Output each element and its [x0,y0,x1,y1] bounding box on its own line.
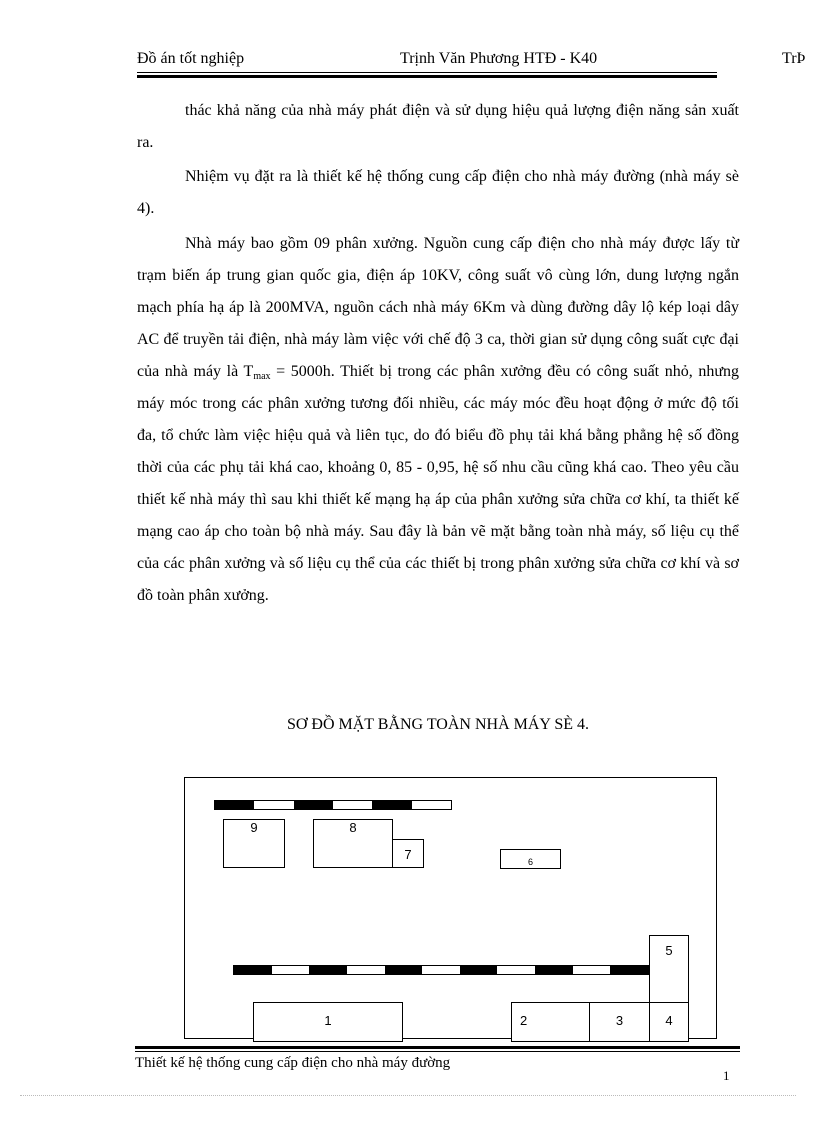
paragraph-3 [137,228,739,612]
diagram-title: SƠ ĐỒ MẶT BẰNG TOÀN NHÀ MÁY SÈ 4. [286,716,590,733]
site-plan-diagram [184,777,717,1039]
building-5: 5 [649,935,689,1003]
building-1: 1 [253,1002,403,1042]
page-bottom-divider [20,1095,796,1096]
paragraph-1 [137,95,739,159]
header-author-text: Trịnh Văn Phương HTĐ - K40 [400,50,598,67]
building-8: 8 [313,819,393,868]
header-rule-thick [137,75,717,78]
rail-track-bottom [233,965,649,975]
building-6: 6 [500,849,561,869]
paragraph-2-text: Nhiệm vụ đặt ra là thiết kế hệ thống cung cấp điện cho nhà máy đường (nhà máy sè 4). [137,168,739,217]
footer-rule-thin [135,1051,740,1052]
header-rule-thin [137,72,717,73]
building-3: 3 [589,1002,650,1042]
footer-rule-thick [135,1046,740,1049]
paragraph-2 [137,161,739,225]
tmax-subscript: max [253,371,271,382]
header-left-text: Đồ án tốt nghiệp [137,50,245,67]
paragraph-3-text-b: = 5000h. Thiết bị trong các phân xưởng đều có công suất nhỏ, nhưng máy móc trong các phân xưởng tương đối nhiều, các máy móc đều hoạt động ở mức độ tối đa, tổ chức làm việc hiệu quả và liên tục, do đó biểu đồ phụ tải khá bằng phẳng hệ số đồng thời của các phụ tải khá cao, khoảng 0, 85 - 0,95, hệ số nhu cầu cũng khá cao. Theo yêu cầu thiết kế nhà máy thì sau khi thiết kế mạng hạ áp của phân xưởng sửa chữa cơ khí, ta thiết kế mạng cao áp cho toàn bộ nhà máy. Sau đây là bản vẽ mặt bằng toàn nhà máy, số liệu cụ thể của các phân xưởng và số liệu cụ thể của các thiết bị trong phân xưởng sửa chữa cơ khí và sơ đồ toàn phân xưởng. [137,363,739,604]
building-9: 9 [223,819,285,868]
paragraph-3-text-a: Nhà máy bao gồm 09 phân xưởng. Nguồn cung cấp điện cho nhà máy được lấy từ trạm biến áp trung gian quốc gia, điện áp 10KV, công suất vô cùng lớn, dung lượng ngắn mạch phía hạ áp là 200MVA, nguồn cách nhà máy 6Km và dùng đường dây lộ kép loại dây AC để truyền tải điện, nhà máy làm việc với chế độ 3 ca, thời gian sử dụng công suất cực đại của nhà máy là T [137,235,739,380]
header-right-text: TrÞ [782,50,806,67]
building-2: 2 [511,1002,590,1042]
building-4: 4 [649,1002,689,1042]
footer-text: Thiết kế hệ thống cung cấp điện cho nhà máy đường [135,1055,451,1071]
page-number: 1 [723,1068,730,1083]
paragraph-1-text: thác khả năng của nhà máy phát điện và sử dụng hiệu quả lượng điện năng sản xuất ra. [137,102,739,151]
rail-track-top [214,800,452,810]
building-7: 7 [392,839,424,868]
